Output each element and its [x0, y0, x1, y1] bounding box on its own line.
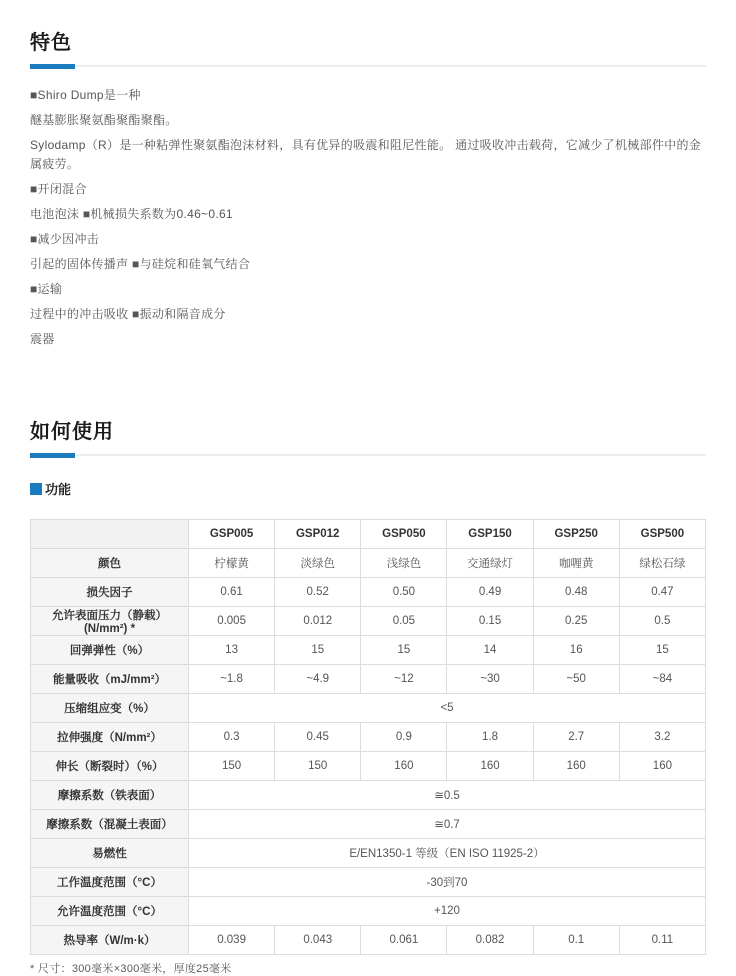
feature-line: ■Shiro Dump是一种: [30, 88, 141, 102]
table-cell: 0.005: [189, 607, 275, 636]
column-header: GSP012: [275, 520, 361, 549]
row-label: 颜色: [31, 549, 189, 578]
table-row: [31, 839, 706, 868]
feature-line: Sylodamp（R）是一种粘弹性聚氨酯泡沫材料，具有优异的吸震和阻尼性能。 通过吸收冲击载荷，它减少了机械部件中的金属疲劳。: [30, 138, 702, 171]
table-span-cell: +120: [189, 897, 706, 926]
table-cell: 3.2: [619, 723, 705, 752]
column-header: GSP005: [189, 520, 275, 549]
howto-section: [30, 415, 706, 976]
row-label: 易燃性: [31, 839, 189, 868]
table-footnote: * 尺寸：300毫米×300毫米，厚度25毫米: [30, 963, 232, 975]
table-cell: 0.043: [275, 926, 361, 955]
table-cell: 交通绿灯: [447, 549, 533, 578]
table-cell: 0.61: [189, 578, 275, 607]
table-cell: 2.7: [533, 723, 619, 752]
table-row: [31, 723, 706, 752]
table-cell: 16: [533, 636, 619, 665]
row-label: 允许表面压力（静载）(N/mm²) *: [31, 607, 189, 636]
table-span-cell: <5: [189, 694, 706, 723]
column-header: GSP150: [447, 520, 533, 549]
row-label: 能量吸收（mJ/mm²）: [31, 665, 189, 694]
table-cell: 0.3: [189, 723, 275, 752]
table-cell: 160: [619, 752, 705, 781]
table-cell: 0.45: [275, 723, 361, 752]
table-row: [31, 868, 706, 897]
table-cell: 0.05: [361, 607, 447, 636]
spec-table: [30, 519, 706, 955]
table-cell: 0.25: [533, 607, 619, 636]
table-span-cell: ≅0.5: [189, 781, 706, 810]
table-row: [31, 781, 706, 810]
row-label: 工作温度范围（°C）: [31, 868, 189, 897]
row-label: 允许温度范围（°C）: [31, 897, 189, 926]
table-cell: ~84: [619, 665, 705, 694]
table-cell: 160: [533, 752, 619, 781]
table-row: [31, 752, 706, 781]
underline-accent-bar: [30, 64, 75, 69]
table-cell: 0.012: [275, 607, 361, 636]
feature-line: 过程中的冲击吸收 ■振动和隔音成分: [30, 307, 226, 321]
table-row: [31, 897, 706, 926]
underline-gray-line: [30, 454, 706, 456]
table-header-row: [31, 520, 706, 549]
table-cell: 淡绿色: [275, 549, 361, 578]
table-cell: 0.5: [619, 607, 705, 636]
table-cell: ~12: [361, 665, 447, 694]
table-cell: 浅绿色: [361, 549, 447, 578]
row-label: 压缩组应变（%）: [31, 694, 189, 723]
column-header: GSP250: [533, 520, 619, 549]
howto-title: 如何使用: [30, 421, 114, 443]
table-row: [31, 636, 706, 665]
table-row: [31, 926, 706, 955]
underline-accent-bar: [30, 453, 75, 458]
table-cell: 160: [447, 752, 533, 781]
table-cell: 0.082: [447, 926, 533, 955]
table-cell: 150: [189, 752, 275, 781]
column-header: GSP500: [619, 520, 705, 549]
table-cell: 0.52: [275, 578, 361, 607]
table-cell: 160: [361, 752, 447, 781]
table-row: [31, 665, 706, 694]
table-cell: 13: [189, 636, 275, 665]
features-title: 特色: [30, 32, 72, 54]
feature-line: ■运输: [30, 282, 63, 296]
feature-line: 震器: [30, 332, 55, 346]
table-row: [31, 694, 706, 723]
table-cell: 0.1: [533, 926, 619, 955]
row-label: 摩擦系数（混凝土表面）: [31, 810, 189, 839]
howto-title-underline: [30, 453, 706, 458]
table-cell: 0.15: [447, 607, 533, 636]
table-span-cell: E/EN1350-1 等级（EN ISO 11925-2）: [189, 839, 706, 868]
table-cell: ~50: [533, 665, 619, 694]
feature-line: 引起的固体传播声 ■与硅烷和硅氧气结合: [30, 257, 251, 271]
row-label: 摩擦系数（铁表面）: [31, 781, 189, 810]
row-label: 热导率（W/m·k）: [31, 926, 189, 955]
row-label: 损失因子: [31, 578, 189, 607]
function-label: [30, 479, 706, 498]
table-cell: 150: [275, 752, 361, 781]
table-cell: 0.061: [361, 926, 447, 955]
table-cell: 0.49: [447, 578, 533, 607]
table-cell: 0.039: [189, 926, 275, 955]
row-label: 拉伸强度（N/mm²）: [31, 723, 189, 752]
blank-header-cell: [31, 520, 189, 549]
features-title-underline: [30, 64, 706, 69]
table-cell: 0.50: [361, 578, 447, 607]
table-cell: ~30: [447, 665, 533, 694]
table-cell: 15: [619, 636, 705, 665]
table-cell: 14: [447, 636, 533, 665]
features-section: [30, 26, 706, 349]
table-cell: 咖喱黄: [533, 549, 619, 578]
table-cell: 0.48: [533, 578, 619, 607]
table-cell: 15: [275, 636, 361, 665]
column-header: GSP050: [361, 520, 447, 549]
table-row: [31, 810, 706, 839]
underline-gray-line: [30, 65, 706, 67]
table-cell: 1.8: [447, 723, 533, 752]
function-label-text: 功能: [45, 482, 72, 497]
feature-line: 电池泡沫 ■机械损失系数为0.46~0.61: [30, 207, 233, 221]
table-cell: 0.47: [619, 578, 705, 607]
table-row: [31, 607, 706, 636]
table-cell: ~4.9: [275, 665, 361, 694]
features-paragraph: [30, 86, 706, 349]
table-row: [31, 578, 706, 607]
table-cell: 柠檬黄: [189, 549, 275, 578]
row-label: 伸长（断裂时）（%）: [31, 752, 189, 781]
table-row: [31, 549, 706, 578]
table-cell: ~1.8: [189, 665, 275, 694]
feature-line: ■减少因冲击: [30, 232, 100, 246]
table-cell: 0.9: [361, 723, 447, 752]
table-cell: 0.11: [619, 926, 705, 955]
blue-square-icon: [30, 483, 42, 495]
row-label: 回弹弹性（%）: [31, 636, 189, 665]
table-cell: 绿松石绿: [619, 549, 705, 578]
table-cell: 15: [361, 636, 447, 665]
feature-line: 醚基膨胀聚氨酯聚酯聚酯。: [30, 113, 178, 127]
table-span-cell: -30到70: [189, 868, 706, 897]
feature-line: ■开闭混合: [30, 182, 87, 196]
table-span-cell: ≅0.7: [189, 810, 706, 839]
